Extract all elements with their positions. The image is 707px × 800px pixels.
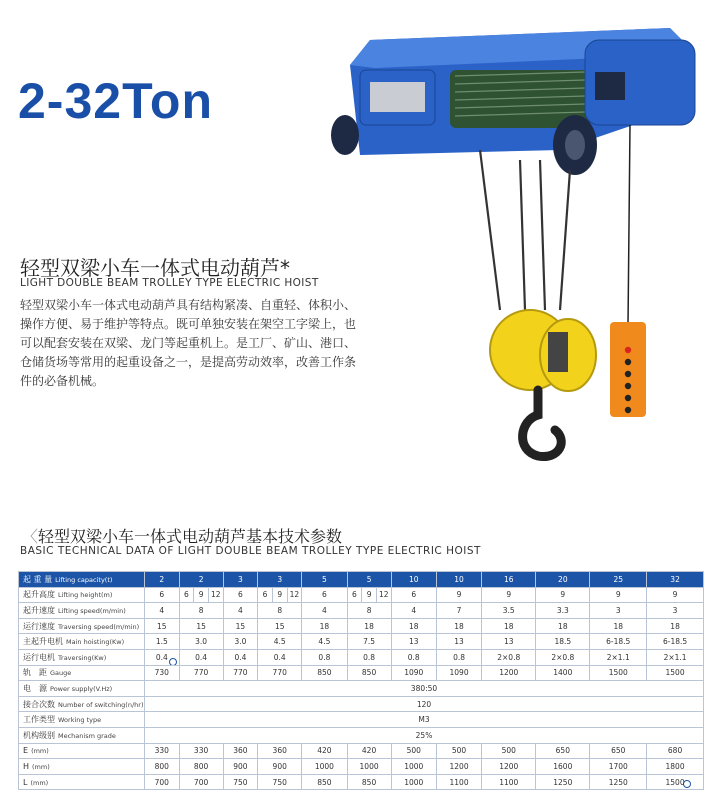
- table-cell: 4.5: [258, 634, 302, 650]
- row-label: [19, 681, 145, 697]
- table-cell: 680: [647, 743, 704, 759]
- pendant-cable: [628, 125, 630, 325]
- table-cell: 13: [482, 634, 536, 650]
- table-cell: 850: [302, 665, 347, 681]
- table-cell: 4: [145, 603, 180, 619]
- table-cell: 6: [258, 587, 273, 603]
- table-cell: 770: [179, 665, 223, 681]
- table-row: [19, 727, 704, 743]
- row-label-cn: E: [23, 746, 29, 756]
- table-cell: 1000: [347, 759, 391, 775]
- table-row: [19, 603, 704, 619]
- table-cell: 1700: [590, 759, 647, 775]
- table-cell: 18: [482, 618, 536, 634]
- table-cell: 1000: [391, 774, 436, 790]
- table-cell: 500: [391, 743, 436, 759]
- table-cell: 6: [179, 587, 194, 603]
- capacity-range-title: 2-32Ton: [18, 73, 213, 129]
- table-cell: 9: [272, 587, 287, 603]
- table-header-row: [19, 572, 704, 588]
- row-label-en: Working type: [58, 716, 102, 725]
- table-cell: 10: [436, 572, 481, 588]
- table-cell: 800: [179, 759, 223, 775]
- specs-title-en: BASIC TECHNICAL DATA OF LIGHT DOUBLE BEAM TROLLEY TYPE ELECTRIC HOIST: [20, 545, 481, 557]
- table-cell: 420: [347, 743, 391, 759]
- table-cell: 15: [258, 618, 302, 634]
- table-cell: 500: [436, 743, 481, 759]
- table-cell: 0.8: [391, 649, 436, 665]
- table-cell: 2×0.8: [536, 649, 590, 665]
- table-cell: 850: [302, 774, 347, 790]
- table-cell: 18: [536, 618, 590, 634]
- table-row: [19, 618, 704, 634]
- table-cell: 0.8: [347, 649, 391, 665]
- table-cell: 0.4: [223, 649, 258, 665]
- table-cell: 0.4: [145, 649, 180, 665]
- row-label-en: Traversing speed(m/min): [58, 622, 140, 631]
- table-cell: 6: [391, 587, 436, 603]
- table-cell: 3: [647, 603, 704, 619]
- table-cell: 750: [258, 774, 302, 790]
- table-cell: 4: [302, 603, 347, 619]
- table-cell: 9: [436, 587, 481, 603]
- table-cell: 4: [223, 603, 258, 619]
- table-cell: 13: [436, 634, 481, 650]
- table-cell: 18: [391, 618, 436, 634]
- table-cell: 2: [145, 572, 180, 588]
- table-cell: 6: [347, 587, 362, 603]
- bracket-icon: 〈: [22, 527, 39, 546]
- row-label-en: (mm): [30, 778, 49, 787]
- row-label-cn: 起升速度: [23, 605, 55, 615]
- table-cell: 3.0: [223, 634, 258, 650]
- row-label: [19, 743, 145, 759]
- table-cell: 420: [302, 743, 347, 759]
- table-cell: 380:50: [145, 681, 704, 697]
- row-label: [19, 727, 145, 743]
- row-label-en: (mm): [31, 747, 49, 756]
- electric-hoist-illustration: [320, 10, 707, 465]
- row-label-en: Lifting capacity(t): [55, 575, 113, 584]
- row-label-en: Traversing(Kw): [58, 653, 107, 662]
- table-cell: 6: [145, 587, 180, 603]
- table-row: [19, 696, 704, 712]
- row-label-cn: 电 源: [23, 683, 47, 693]
- table-cell: 7: [436, 603, 481, 619]
- table-cell: 18.5: [536, 634, 590, 650]
- table-cell: 0.8: [302, 649, 347, 665]
- specs-title-cn: 〈轻型双梁小车一体式电动葫芦基本技术参数: [22, 527, 343, 546]
- table-cell: 10: [391, 572, 436, 588]
- table-cell: 330: [179, 743, 223, 759]
- row-label-cn: 主起升电机: [23, 637, 63, 647]
- table-cell: 1000: [391, 759, 436, 775]
- motor-junction-box: [595, 72, 625, 100]
- table-cell: 9: [536, 587, 590, 603]
- row-label: [19, 696, 145, 712]
- row-label-en: Lifting speed(m/min): [58, 606, 126, 615]
- wire-ropes: [480, 150, 570, 310]
- table-cell: 1800: [647, 759, 704, 775]
- table-cell: 650: [536, 743, 590, 759]
- table-cell: 18: [647, 618, 704, 634]
- table-cell: 9: [590, 587, 647, 603]
- table-cell: 1.5: [145, 634, 180, 650]
- row-label: [19, 572, 145, 588]
- table-cell: 1500: [647, 665, 704, 681]
- table-cell: 900: [258, 759, 302, 775]
- table-cell: 3: [258, 572, 302, 588]
- row-label: [19, 587, 145, 603]
- table-cell: 5: [347, 572, 391, 588]
- table-cell: 15: [145, 618, 180, 634]
- row-label-en: Mechanism grade: [58, 731, 116, 740]
- table-cell: 1250: [590, 774, 647, 790]
- table-cell: 18: [347, 618, 391, 634]
- table-cell: 25: [590, 572, 647, 588]
- table-cell: 770: [223, 665, 258, 681]
- table-cell: 13: [391, 634, 436, 650]
- table-cell: 1250: [536, 774, 590, 790]
- row-label-en: Gauge: [50, 669, 72, 678]
- table-cell: 3.3: [536, 603, 590, 619]
- table-cell: 1600: [536, 759, 590, 775]
- table-cell: 1200: [482, 759, 536, 775]
- row-label: [19, 665, 145, 681]
- table-cell: 2×1.1: [647, 649, 704, 665]
- table-cell: 750: [223, 774, 258, 790]
- table-row: [19, 665, 704, 681]
- table-cell: 15: [179, 618, 223, 634]
- table-cell: 1000: [302, 759, 347, 775]
- table-cell: 1500: [647, 774, 704, 790]
- table-cell: 1090: [436, 665, 481, 681]
- row-label-cn: 机构级别: [23, 730, 55, 740]
- table-cell: 32: [647, 572, 704, 588]
- table-cell: 360: [223, 743, 258, 759]
- table-row: [19, 587, 704, 603]
- product-title-cn: 轻型双梁小车一体式电动葫芦*: [20, 256, 290, 280]
- table-cell: 0.4: [258, 649, 302, 665]
- row-label: [19, 774, 145, 790]
- table-cell: 1500: [590, 665, 647, 681]
- row-label: [19, 759, 145, 775]
- product-description: 轻型双梁小车一体式电动葫芦具有结构紧凑、自重轻、体积小、操作方便、易于维护等特点。既可单独安装在架空工字梁上，也可以配套安装在双梁、龙门等起重机上。是工厂、矿山、港口、仓储货场等常用的起重设备之一，是提高劳动效率，改善工作条件的必备机械。: [20, 298, 357, 388]
- trolley-wheel-icon: [331, 115, 359, 155]
- row-label: [19, 603, 145, 619]
- table-cell: 650: [590, 743, 647, 759]
- table-cell: 9: [482, 587, 536, 603]
- table-row: [19, 681, 704, 697]
- table-cell: 1200: [436, 759, 481, 775]
- table-cell: 4: [391, 603, 436, 619]
- row-label-en: Power supply(V.Hz): [50, 684, 113, 693]
- row-label-en: (mm): [32, 762, 50, 771]
- table-cell: M3: [145, 712, 704, 728]
- table-cell: 18: [436, 618, 481, 634]
- table-cell: 2×0.8: [482, 649, 536, 665]
- table-cell: 1400: [536, 665, 590, 681]
- row-label-cn: 轨 距: [23, 668, 47, 678]
- table-cell: 770: [258, 665, 302, 681]
- table-cell: 6: [302, 587, 347, 603]
- table-row: [19, 759, 704, 775]
- table-cell: 8: [347, 603, 391, 619]
- row-label-cn: 工作类型: [23, 715, 55, 725]
- table-row: [19, 743, 704, 759]
- row-label-en: Main hoisting(Kw): [66, 638, 125, 647]
- row-label-en: Number of switching(n/hr): [58, 700, 144, 709]
- product-title-en: LIGHT DOUBLE BEAM TROLLEY TYPE ELECTRIC HOIST: [20, 277, 319, 289]
- table-cell: 18: [302, 618, 347, 634]
- table-cell: 360: [258, 743, 302, 759]
- table-cell: 850: [347, 665, 391, 681]
- row-label-cn: 运行电机: [23, 652, 55, 662]
- table-cell: 8: [258, 603, 302, 619]
- table-cell: 2: [179, 572, 223, 588]
- table-cell: 12: [287, 587, 302, 603]
- row-label-cn: H: [23, 761, 30, 771]
- row-label-cn: 起升高度: [23, 590, 55, 600]
- lifting-hook-icon: [523, 390, 562, 457]
- technical-data-table: [18, 571, 704, 790]
- table-cell: 6-18.5: [647, 634, 704, 650]
- table-cell: 9: [362, 587, 377, 603]
- table-row: [19, 774, 704, 790]
- table-cell: 1090: [391, 665, 436, 681]
- table-row: [19, 634, 704, 650]
- row-label: [19, 618, 145, 634]
- row-label-cn: 运行速度: [23, 621, 55, 631]
- table-cell: 6: [223, 587, 258, 603]
- table-cell: 0.8: [436, 649, 481, 665]
- control-pendant: [610, 322, 646, 417]
- table-cell: 330: [145, 743, 180, 759]
- table-cell: 15: [223, 618, 258, 634]
- table-cell: 7.5: [347, 634, 391, 650]
- row-label-cn: 起 重 量: [23, 574, 53, 584]
- table-cell: 1100: [436, 774, 481, 790]
- row-label-en: Lifting height(m): [58, 591, 113, 600]
- table-cell: 12: [376, 587, 391, 603]
- table-cell: 730: [145, 665, 180, 681]
- row-label-cn: 接合次数: [23, 699, 55, 709]
- table-cell: 9: [194, 587, 209, 603]
- table-cell: 800: [145, 759, 180, 775]
- row-label: [19, 634, 145, 650]
- table-cell: 2×1.1: [590, 649, 647, 665]
- table-cell: 700: [179, 774, 223, 790]
- row-label: [19, 649, 145, 665]
- table-row: [19, 712, 704, 728]
- table-cell: 18: [590, 618, 647, 634]
- row-label-cn: L: [23, 777, 28, 787]
- table-cell: 4.5: [302, 634, 347, 650]
- motor-cooling-fins: [370, 82, 425, 112]
- table-cell: 3.0: [179, 634, 223, 650]
- table-cell: 6-18.5: [590, 634, 647, 650]
- table-cell: 16: [482, 572, 536, 588]
- hook-block-pulley: [548, 332, 568, 372]
- table-cell: 5: [302, 572, 347, 588]
- table-cell: 120: [145, 696, 704, 712]
- table-cell: 3: [223, 572, 258, 588]
- table-cell: 8: [179, 603, 223, 619]
- table-row: [19, 649, 704, 665]
- table-cell: 500: [482, 743, 536, 759]
- table-cell: 12: [208, 587, 223, 603]
- table-cell: 20: [536, 572, 590, 588]
- table-cell: 1200: [482, 665, 536, 681]
- table-cell: 700: [145, 774, 180, 790]
- row-label: [19, 712, 145, 728]
- table-cell: 3.5: [482, 603, 536, 619]
- table-cell: 850: [347, 774, 391, 790]
- table-cell: 0.4: [179, 649, 223, 665]
- table-cell: 9: [647, 587, 704, 603]
- table-cell: 3: [590, 603, 647, 619]
- table-cell: 900: [223, 759, 258, 775]
- table-cell: 25%: [145, 727, 704, 743]
- table-cell: 1100: [482, 774, 536, 790]
